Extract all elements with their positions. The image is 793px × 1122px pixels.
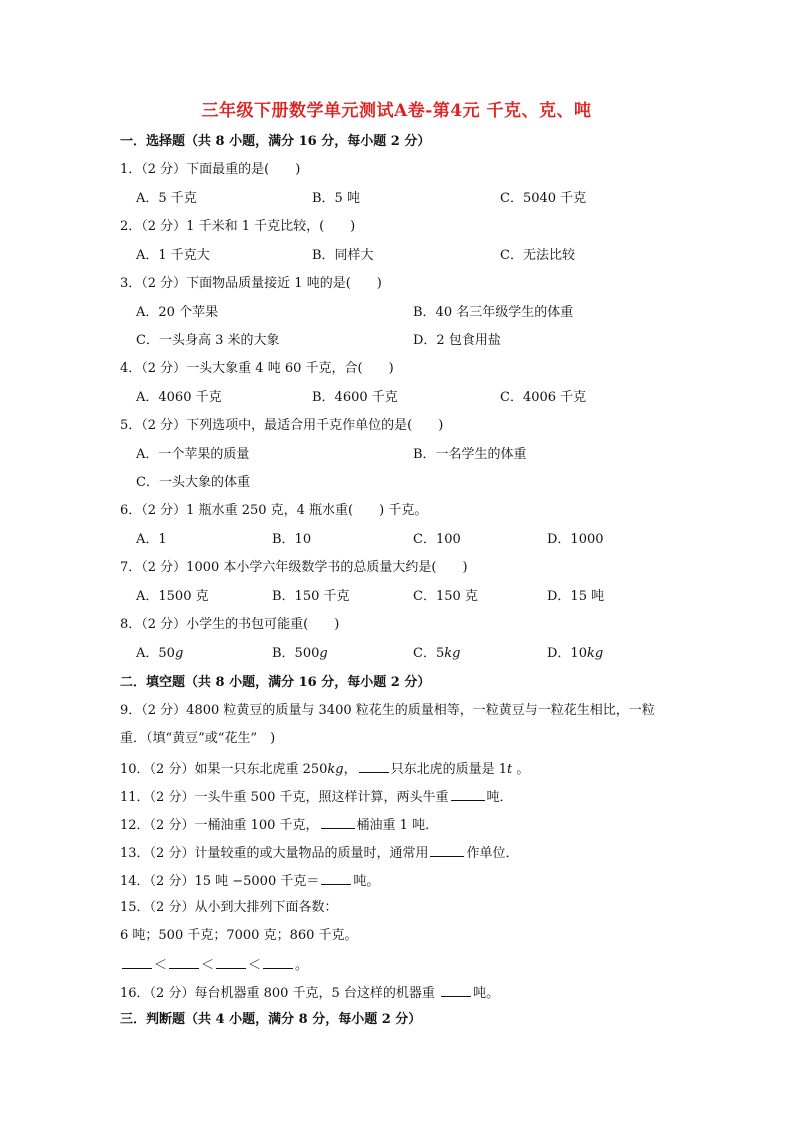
question-11-pre: 11．（2 分）一头牛重 500 千克，照这样计算，两头牛重: [120, 790, 449, 805]
question-6-option-c: C．100: [413, 532, 461, 547]
question-2-option-a: A．1 千克大: [136, 248, 210, 263]
question-7-option-b: B．150 千克: [272, 589, 350, 604]
question-15-answer-row: [120, 956, 308, 974]
question-6-stem: 6．（2 分）1 瓶水重 250 克，4 瓶水重( ) 千克。: [120, 503, 428, 518]
question-1-option-b: B．5 吨: [312, 191, 360, 206]
question-1-option-a: A．5 千克: [136, 191, 197, 206]
question-15-stem: 15．（2 分）从小到大排列下面各数：: [120, 900, 338, 915]
question-3-option-c: C．一头身高 3 米的大象: [136, 333, 280, 348]
question-15-items: 6 吨；500 千克；7000 克；860 千克。: [120, 928, 358, 943]
question-5-option-b: B．一名学生的体重: [413, 447, 527, 462]
question-2-stem: 2．（2 分）1 千米和 1 千克比较，( ): [120, 219, 356, 234]
question-11-post: 吨．: [486, 790, 513, 805]
question-8-option-a-value: A．50: [136, 646, 175, 661]
question-1-option-c: C．5040 千克: [500, 191, 587, 206]
question-8-option-c-unit: kg: [444, 646, 461, 661]
section-heading-fill: 二．填空题（共 8 小题，满分 16 分，每小题 2 分）: [120, 675, 431, 690]
section-heading-choice: 一．选择题（共 8 小题，满分 16 分，每小题 2 分）: [120, 134, 431, 149]
question-6-option-d: D．1000: [547, 532, 604, 547]
question-2-option-b: B．同样大: [312, 248, 374, 263]
question-9-line2: 重．（填“黄豆”或“花生” ): [120, 731, 276, 746]
question-5-stem: 5．（2 分）下列选项中，最适合用千克作单位的是( ): [120, 418, 444, 433]
section-heading-judge: 三．判断题（共 4 小题，满分 8 分，每小题 2 分）: [120, 1012, 422, 1027]
question-5-option-c: C．一头大象的体重: [136, 475, 250, 490]
answer-blank[interactable]: [451, 788, 485, 801]
question-6-option-a: A．1: [136, 532, 167, 547]
question-13: [120, 844, 518, 862]
question-10-pre: 10．（2 分）如果一只东北虎重 250: [120, 762, 328, 777]
answer-blank[interactable]: [216, 956, 246, 969]
answer-blank[interactable]: [263, 956, 293, 969]
question-6-option-b: B．10: [272, 532, 312, 547]
question-16-pre: 16．（2 分）每台机器重 800 千克，5 台这样的机器重: [120, 986, 440, 1001]
question-3-option-d: D．2 包食用盐: [413, 333, 501, 348]
answer-blank[interactable]: [321, 872, 351, 885]
question-7-option-a: A．1500 克: [136, 589, 209, 604]
question-8-option-d-unit: kg: [586, 646, 604, 661]
answer-blank[interactable]: [122, 956, 152, 969]
question-14-pre: 14．（2 分）15 吨 −5000 千克＝: [120, 874, 320, 889]
question-12-post: 桶油重 1 吨．: [356, 818, 439, 833]
question-10-unit2: t: [507, 762, 513, 777]
question-3-option-b: B．40 名三年级学生的体重: [413, 305, 574, 320]
question-4-option-b: B．4600 千克: [312, 390, 398, 405]
question-4-stem: 4．（2 分）一头大象重 4 吨 60 千克，合( ): [120, 361, 394, 376]
answer-blank[interactable]: [321, 816, 355, 829]
question-14: [120, 872, 379, 890]
question-11: [120, 788, 513, 806]
less-than-sign: ＜: [154, 958, 168, 973]
answer-blank[interactable]: [430, 844, 464, 857]
question-10-end: 。: [512, 762, 530, 777]
question-5-option-a: A．一个苹果的质量: [136, 447, 250, 462]
answer-blank[interactable]: [359, 760, 389, 773]
question-7-option-c: C．150 克: [413, 589, 478, 604]
question-8-option-b: [272, 646, 328, 662]
question-4-option-a: A．4060 千克: [136, 390, 222, 405]
question-15-end: 。: [295, 958, 309, 973]
question-9-line1: 9．（2 分）4800 粒黄豆的质量与 3400 粒花生的质量相等，一粒黄豆与一粒花生相比，一粒: [120, 703, 655, 718]
page-title: 三年级下册数学单元测试A卷-第4元 千克、克、吨: [201, 101, 592, 121]
question-7-stem: 7．（2 分）1000 本小学六年级数学书的总质量大约是( ): [120, 560, 468, 575]
question-3-option-a: A．20 个苹果: [136, 305, 219, 320]
question-2-option-c: C．无法比较: [500, 248, 575, 263]
question-13-pre: 13．（2 分）计量较重的或大量物品的质量时，通常用: [120, 846, 429, 861]
question-8-option-b-value: B．500: [272, 646, 320, 661]
question-1-stem: 1．（2 分）下面最重的是( ): [120, 162, 301, 177]
question-8-option-d-value: D．10: [547, 646, 587, 661]
question-13-post: 作单位．: [466, 846, 519, 861]
question-4-option-c: C．4006 千克: [500, 390, 587, 405]
question-8-stem: 8．（2 分）小学生的书包可能重( ): [120, 617, 340, 632]
question-10: [120, 760, 529, 778]
question-10-post: 只东北虎的质量是 1: [390, 762, 508, 777]
question-12: [120, 816, 438, 834]
question-12-pre: 12．（2 分）一桶油重 100 千克，: [120, 818, 319, 833]
question-10-unit: kg: [327, 762, 344, 777]
question-8-option-c-value: C．5: [413, 646, 445, 661]
less-than-sign: ＜: [248, 958, 262, 973]
question-8-option-c: [413, 646, 460, 662]
question-8-option-d: [547, 646, 603, 662]
answer-blank[interactable]: [441, 984, 471, 997]
answer-blank[interactable]: [169, 956, 199, 969]
question-8-option-b-unit: g: [319, 646, 328, 661]
question-8-option-a-unit: g: [174, 646, 184, 661]
question-14-post: 吨。: [353, 874, 380, 889]
question-8-option-a: [136, 646, 183, 662]
question-16: [120, 984, 499, 1002]
question-3-stem: 3．（2 分）下面物品质量接近 1 吨的是( ): [120, 276, 382, 291]
less-than-sign: ＜: [201, 958, 215, 973]
question-16-post: 吨。: [473, 986, 500, 1001]
question-10-mid: ，: [343, 762, 357, 777]
question-7-option-d: D．15 吨: [547, 589, 605, 604]
